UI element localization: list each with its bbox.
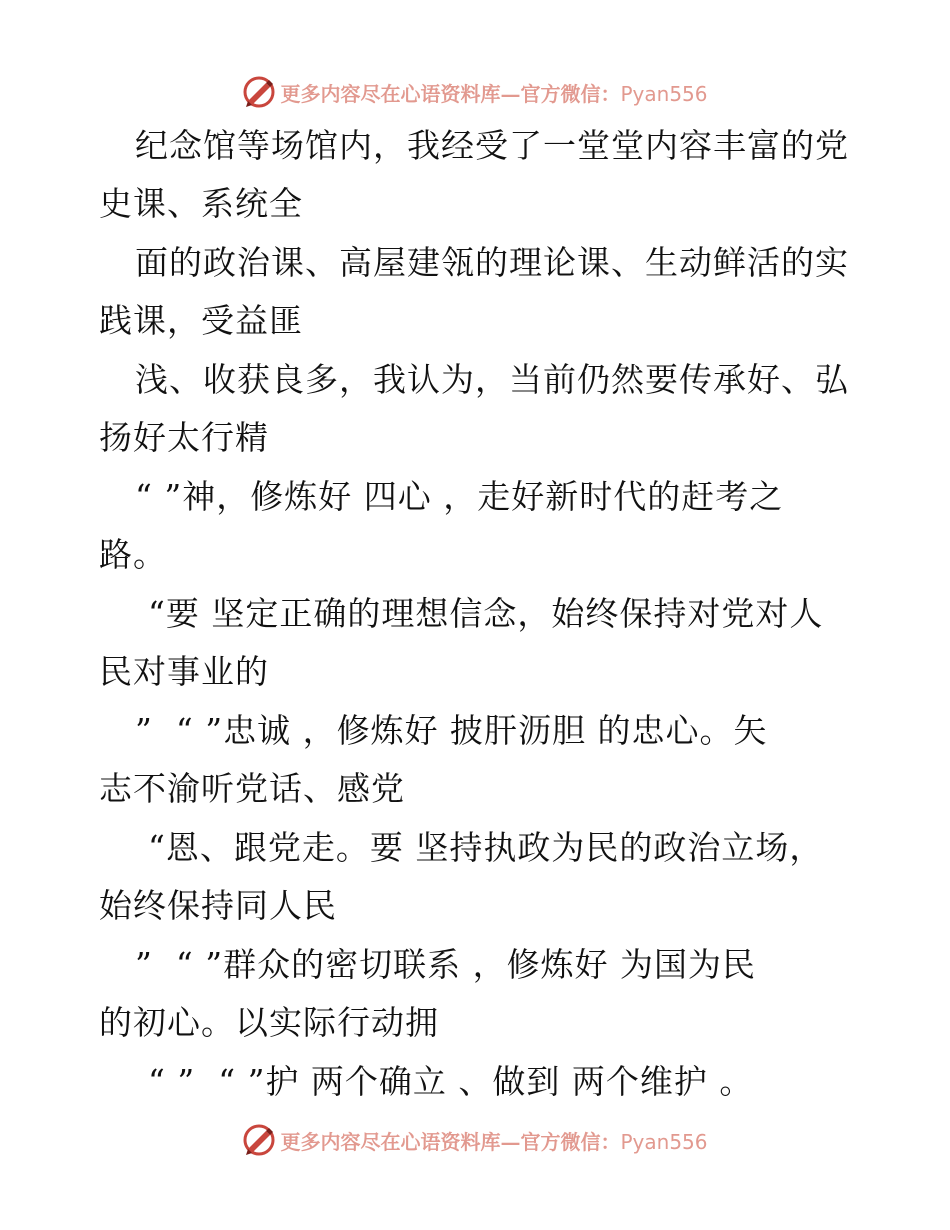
body-line: 始终保持同人民 bbox=[99, 886, 337, 925]
watermark-text: 更多内容尽在心语资料库—官方微信：Pyan556 bbox=[280, 1129, 708, 1154]
footer-watermark bbox=[0, 1120, 950, 1160]
stamp-pen-logo-icon bbox=[242, 1123, 276, 1157]
body-line: 面的政治课、高屋建瓴的理论课、生动鲜活的实 bbox=[135, 243, 849, 282]
body-line: “要 坚定正确的理想信念，始终保持对党对人 bbox=[148, 594, 824, 633]
watermark-text: 更多内容尽在心语资料库—官方微信：Pyan556 bbox=[280, 81, 708, 106]
watermark-wechat-id: Pyan556 bbox=[620, 81, 708, 106]
body-line: 扬好太行精 bbox=[99, 418, 269, 457]
watermark-wechat-id: Pyan556 bbox=[620, 1129, 708, 1154]
body-line: 史课、系统全 bbox=[99, 184, 303, 223]
body-line: 践课，受益匪 bbox=[99, 301, 303, 340]
body-line: 浅、收获良多，我认为，当前仍然要传承好、弘 bbox=[135, 360, 849, 399]
body-line: ” “ ”群众的密切联系 ，修炼好 为国为民 bbox=[135, 945, 757, 984]
body-line: 路。 bbox=[99, 535, 167, 574]
body-line: 纪念馆等场馆内，我经受了一堂堂内容丰富的党 bbox=[135, 126, 849, 165]
body-line: “ ” “ ”护 两个确立 、做到 两个维护 。 bbox=[148, 1062, 754, 1101]
body-line: 志不渝听党话、感党 bbox=[99, 769, 405, 808]
body-line: ” “ ”忠诚 ，修炼好 披肝沥胆 的忠心。矢 bbox=[135, 711, 768, 750]
body-line: “恩、跟党走。要 坚持执政为民的政治立场， bbox=[148, 828, 824, 867]
body-line: 民对事业的 bbox=[99, 652, 269, 691]
body-line: 的初心。以实际行动拥 bbox=[99, 1003, 439, 1042]
body-line: “ ”神，修炼好 四心 ，走好新时代的赶考之 bbox=[135, 477, 784, 516]
